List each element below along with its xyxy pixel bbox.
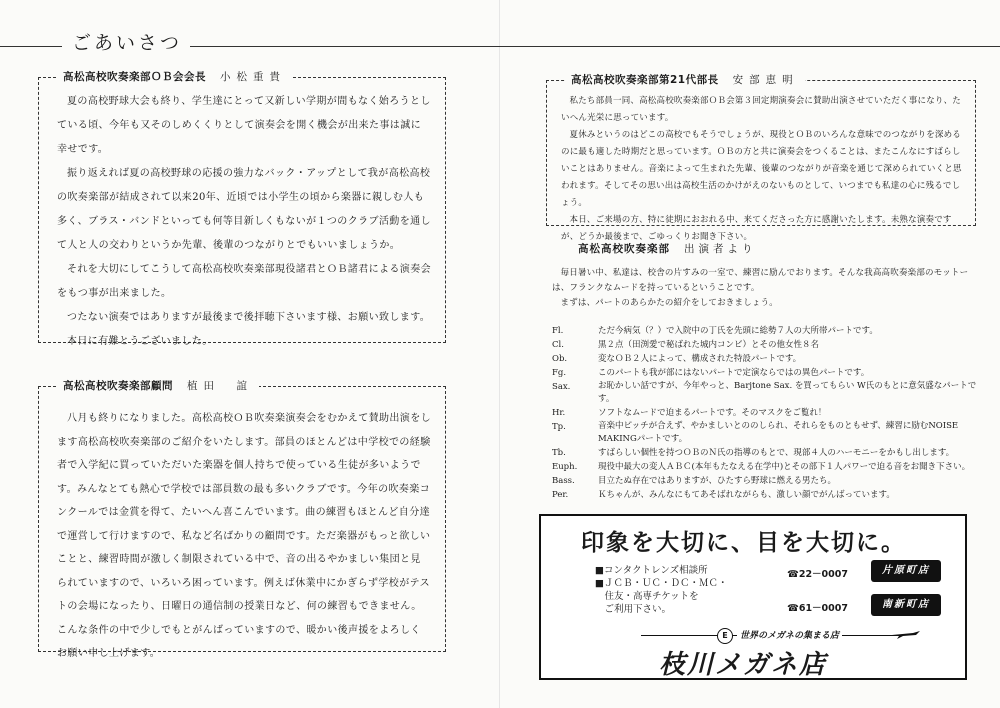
greeting-box-advisor: [38, 380, 446, 659]
part-list: [552, 324, 992, 502]
part-row: [552, 406, 992, 420]
part-desc: このパートも我が部にはないパートで定演ならではの異色パートです。: [598, 368, 870, 378]
part-row: [552, 488, 992, 502]
paragraph: 私たち部員一同、高松高校吹奏楽部ＯＢ会第３回定期演奏会に賛助出演させていただく事になり、たいへん光栄に思っています。: [561, 96, 962, 123]
greeting-box-captain: [546, 74, 976, 242]
part-desc: 現役中最大の変人ＡＢＣ(本年もたなえる在学中)とその部下１人パワーで迫る音をお聞き下さい。: [598, 462, 971, 472]
members-heading: [578, 241, 757, 256]
paragraph: 振り返えれば夏の高校野球の応援の強力なバック・アップとして我が高松高校の吹奏楽部が結成されて以来20年、近頃では小学生の頃から楽器に親しむ人も多く、ブラス・バンドといっても何等目新しくもないが１つのクラブ活動を通して人と人の交わりというか先輩、後輩のつながりとでもいいましょうか。: [57, 168, 431, 251]
part-name: Bass.: [552, 476, 575, 486]
paragraph: それを大切にしてこうして高松高校吹奏楽部現役諸君とＯＢ諸君による演奏会をもつ事が出来ました。: [57, 264, 431, 299]
paragraph: 毎日暑い中、私達は、校舎の片すみの一室で、練習に励んでおります。そんな我高高吹奏楽部のモットーは、フランクなムードを持っているということです。: [552, 268, 969, 293]
optician-advertisement: [539, 514, 967, 680]
greeting-author: 小松重貴: [220, 71, 286, 83]
members-title-tail: 出演者より: [684, 243, 757, 255]
ad-branch-2: 南新町店: [871, 594, 941, 616]
part-row: [552, 352, 992, 366]
part-row: [552, 460, 992, 474]
part-desc: Ｋちゃんが、みんなにもてあそばれながらも、激しい顔でがんばっています。: [598, 490, 895, 500]
members-intro: [552, 266, 982, 311]
ad-service-item: 住友・高専チケットを: [595, 591, 699, 602]
greeting-author: 安部恵明: [732, 74, 799, 86]
ad-phone-1: ☎22－0007: [787, 569, 848, 580]
part-desc: 黒２点（田渕愛で秘ばれた城内コンビ）とその他女性８名: [598, 340, 820, 350]
part-desc: 変なＯＢ２人によって、構成された特設パートです。: [598, 354, 802, 364]
part-name: Fg.: [552, 368, 567, 378]
paragraph: つたない演奏ではありますが最後まで後拝聴下さいます様、お願い致します。: [67, 312, 431, 323]
part-name: Per.: [552, 490, 569, 500]
ad-phone-2: ☎61－0007: [787, 603, 848, 614]
ad-slogan: 印象を大切に、目を大切に。: [581, 530, 906, 556]
part-desc: ただ今病気（？）で入院中の丁氏を先頭に総勢７人の大所帯パートです。: [598, 326, 878, 336]
part-name: Tb.: [552, 448, 566, 458]
part-row: [552, 380, 992, 406]
paragraph: 夏休みというのはどこの高校でもそうでしょうが、現役とＯＢのいろんな意味でのつながりを深めるのに最も適した時期だと思っています。ＯＢの方と共に演奏会をつくることは、またこんなにすばらしいことはありません。音楽によって生まれた先輩、後輩のつながりが音楽を通じて深められていくと思われます。そしてその思い出は高校生活のかけがえのないものとして、いつまでも私達の心に残るでしょう。: [561, 130, 962, 208]
part-row: [552, 366, 992, 380]
paragraph: 夏の高校野球大会も終り、学生達にとって又新しい学期が間もなく始ろうとしている頃、今年も又そのしめくくりとして演奏会を開く機会が出来た事は誠に幸せです。: [57, 96, 431, 155]
header-rule-left: [0, 46, 62, 47]
part-row: [552, 324, 992, 338]
greeting-body: [561, 93, 965, 246]
paragraph: 本日に有難とうございました。: [67, 336, 213, 347]
part-row: [552, 420, 992, 446]
part-name: Hr.: [552, 408, 566, 418]
ad-service-item: ■ＪＣＢ・ＵＣ・ＤＣ・ＭＣ・: [595, 578, 728, 589]
ad-service-item: ご利用下さい。: [595, 604, 672, 615]
greeting-heading: [57, 378, 259, 393]
part-desc: お恥かしい話ですが、今年やっと、Barjtone Sax. を買ってもらい W氏のもとに意気盛なパートです。: [598, 381, 977, 404]
part-name: Fl.: [552, 326, 564, 336]
part-name: Euph.: [552, 462, 578, 472]
greeting-body: [57, 90, 431, 354]
greeting-heading: [57, 69, 292, 84]
greeting-author: 植田 誼: [187, 380, 253, 392]
ad-branch-1: 片原町店: [871, 560, 941, 582]
paragraph: 八月も終りになりました。高松高校ＯＢ吹奏楽演奏会をむかえて賛助出演をします高松高校吹奏楽部のご紹介をいたします。部員のほとんどは中学校での経験者で入学紀に買っていただいた楽器を個人持ちで使っている生徒が多いようです。みんなとても熱心で学校では部員数の最も多いクラブです。今年の吹奏楽コンクールでは金賞を得て、たいへん喜こんでいます。曲の練習もほとんど自分達で運営して行けますので、私など名ばかりの顧問です。ただ楽器がもっと欲しいことと、練習時間が激しく制限されている中で、音の出るやかましい集団と見られていますので、いろいろ困っています。例えば休業中にかぎらず学校がテストの会場になったり、日曜日の通信制の授業日など、何の練習もできません。こんな条件の中で少しでもとがんばっていますので、暖かい後声援をよろしくお願い申し上げます。: [57, 413, 431, 659]
paragraph: 本日、ご来場の方、特に徒期におおれる中、来てくださった方に感謝いたします。未熟な演奏ですが、どうか最後まで、ごゆっくりお聞き下さい。: [561, 215, 952, 242]
part-row: [552, 474, 992, 488]
greeting-box-obkai: [38, 71, 446, 347]
part-row: [552, 446, 992, 460]
part-name: Sax.: [552, 382, 571, 392]
part-row: [552, 338, 992, 352]
greeting-role: 高松高校吹奏楽部顧問: [63, 380, 173, 392]
header-rule-right: [190, 46, 1000, 47]
greeting-body: [57, 407, 431, 666]
part-desc: 目立たぬ存在ではありますが、ひたすら野球に燃える男たち。: [598, 476, 837, 486]
part-name: Cl.: [552, 340, 564, 350]
part-name: Tp.: [552, 422, 566, 432]
greeting-role: 高松高校吹奏楽部第21代部長: [571, 74, 719, 86]
page-fold: [499, 0, 500, 708]
ad-shop-name: 枝川メガネ店: [659, 650, 828, 680]
greeting-role: 高松高校吹奏楽部ＯＢ会会長: [63, 71, 206, 83]
part-desc: 音楽中ピッチが合えず、やかましいとののしられ、それらをものともせず、練習に励むNOISE MAKINGパートです。: [598, 421, 959, 444]
ad-services: [595, 564, 727, 616]
paragraph: まずは、パートのあらかたの紹介をしておきましょう。: [560, 298, 779, 308]
ad-service-item: ■コンタクトレンズ相談所: [595, 565, 708, 576]
members-title: 高松高校吹奏楽部: [578, 243, 670, 255]
part-desc: ソフトなムードで迫まるパートです。そのマスクをご覧れ！: [598, 408, 827, 418]
part-name: Ob.: [552, 354, 568, 364]
part-desc: すばらしい個性を持つＯＢのＮ氏の指導のもとで、現部４人のハーモニーをかもし出します。: [598, 448, 955, 458]
greeting-heading: [565, 72, 805, 87]
page-title: ごあいさつ: [72, 32, 183, 54]
ad-logo-mark: E: [717, 628, 733, 644]
airplane-icon: [891, 628, 921, 640]
ad-tagline: 世界のメガネの集まる店: [737, 628, 842, 641]
